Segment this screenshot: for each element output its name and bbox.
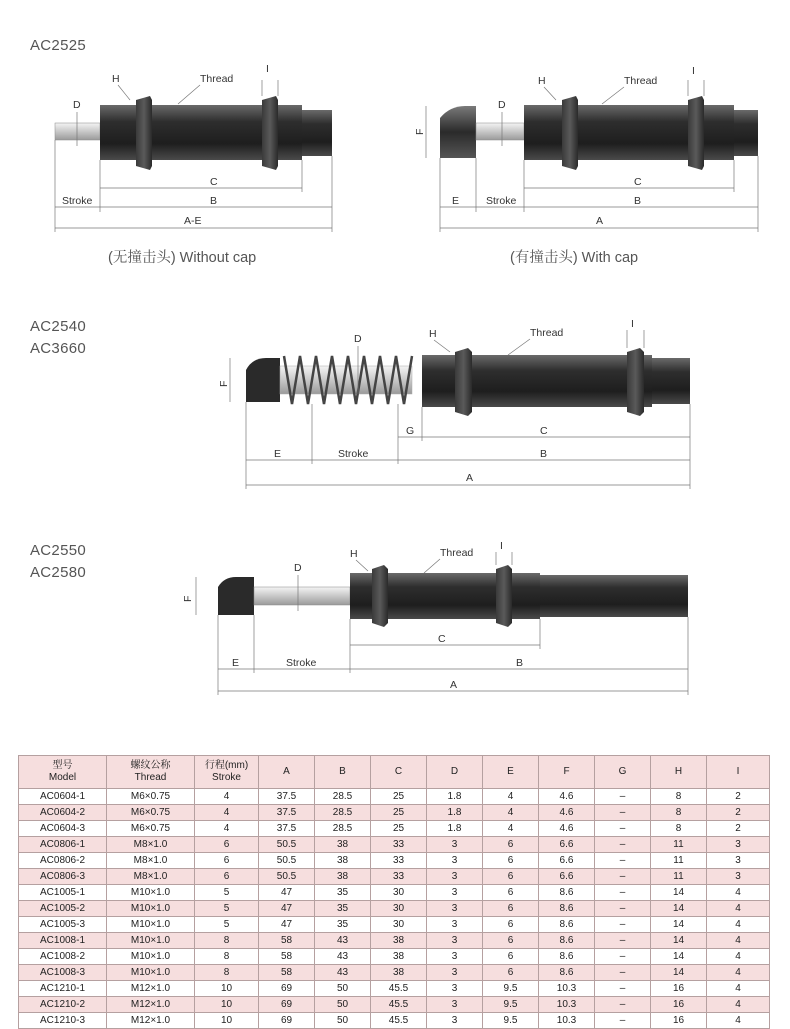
lock-nut-i — [627, 348, 644, 416]
dim-label-b: B — [634, 195, 642, 207]
table-cell: 6 — [483, 949, 539, 965]
table-cell: 14 — [651, 933, 707, 949]
table-cell: 10.3 — [539, 981, 595, 997]
dim-label-d: D — [73, 99, 81, 111]
column-header — [315, 756, 371, 789]
table-cell: 5 — [195, 885, 259, 901]
table-cell: 69 — [259, 1013, 315, 1029]
table-cell: AC1005-2 — [19, 901, 107, 917]
table-cell: AC1008-3 — [19, 965, 107, 981]
table-cell: AC1008-1 — [19, 933, 107, 949]
table-row — [19, 917, 770, 933]
table-cell: 10 — [195, 997, 259, 1013]
table-cell: 28.5 — [315, 789, 371, 805]
table-cell: 9.5 — [483, 1013, 539, 1029]
table-cell: M6×0.75 — [107, 789, 195, 805]
table-row — [19, 949, 770, 965]
table-cell: 43 — [315, 933, 371, 949]
table-cell: 1.8 — [427, 821, 483, 837]
dim-label-i: I — [266, 63, 269, 75]
table-cell: 69 — [259, 981, 315, 997]
dim-label-d: D — [294, 562, 302, 574]
table-cell: M12×1.0 — [107, 997, 195, 1013]
table-cell: 4 — [195, 789, 259, 805]
table-cell: 25 — [371, 821, 427, 837]
dim-label-h: H — [429, 328, 437, 340]
table-cell: 4.6 — [539, 805, 595, 821]
table-cell: 11 — [651, 837, 707, 853]
column-header-en: D — [450, 766, 459, 777]
table-cell: 37.5 — [259, 805, 315, 821]
body-end — [540, 575, 688, 617]
column-header-en: G — [618, 766, 627, 777]
table-cell: 45.5 — [371, 1013, 427, 1029]
impact-cap — [246, 358, 280, 402]
table-cell: 11 — [651, 853, 707, 869]
table-cell: 69 — [259, 997, 315, 1013]
table-cell: 45.5 — [371, 981, 427, 997]
table-cell: 4 — [707, 997, 770, 1013]
piston-rod — [55, 123, 100, 140]
table-cell: 3 — [427, 997, 483, 1013]
table-cell: 3 — [427, 981, 483, 997]
table-cell: M6×0.75 — [107, 805, 195, 821]
table-cell: 10 — [195, 1013, 259, 1029]
column-header-en: F — [563, 766, 570, 777]
model-name: AC2550 — [30, 542, 87, 559]
table-cell: 3 — [427, 933, 483, 949]
table-cell: 3 — [427, 901, 483, 917]
table-cell: M12×1.0 — [107, 981, 195, 997]
table-cell: – — [595, 789, 651, 805]
table-cell: 50.5 — [259, 837, 315, 853]
table-cell: 4 — [707, 949, 770, 965]
dim-label-g: G — [406, 425, 415, 437]
table-cell: 8.6 — [539, 965, 595, 981]
table-row — [19, 837, 770, 853]
diagram-ac2550-ac2580 — [0, 525, 790, 705]
table-cell: 38 — [371, 949, 427, 965]
body-end — [734, 110, 758, 156]
model-name: AC2525 — [30, 37, 87, 54]
table-cell: 58 — [259, 933, 315, 949]
table-row — [19, 981, 770, 997]
column-header — [107, 756, 195, 789]
column-header — [651, 756, 707, 789]
table-cell: 37.5 — [259, 821, 315, 837]
dim-label-i: I — [500, 540, 503, 552]
table-cell: 6 — [483, 965, 539, 981]
table-cell: AC1008-2 — [19, 949, 107, 965]
table-cell: 35 — [315, 901, 371, 917]
table-cell: 3 — [707, 869, 770, 885]
table-cell: 6 — [483, 901, 539, 917]
table-row — [19, 997, 770, 1013]
table-cell: 58 — [259, 949, 315, 965]
table-cell: – — [595, 853, 651, 869]
dim-label-b: B — [516, 657, 524, 669]
dim-label-a: A — [450, 679, 458, 691]
table-cell: AC0604-2 — [19, 805, 107, 821]
table-cell: 47 — [259, 917, 315, 933]
table-cell: AC1005-3 — [19, 917, 107, 933]
table-cell: 38 — [315, 869, 371, 885]
table-cell: 4 — [707, 901, 770, 917]
piston-rod — [476, 123, 524, 140]
table-cell: 6 — [483, 917, 539, 933]
column-header — [539, 756, 595, 789]
dim-label-ae: A-E — [184, 215, 202, 227]
table-cell: 14 — [651, 885, 707, 901]
table-cell: 6 — [195, 837, 259, 853]
table-cell: – — [595, 1013, 651, 1029]
table-cell: 30 — [371, 917, 427, 933]
dim-label-b: B — [540, 448, 548, 460]
dim-label-e: E — [232, 657, 240, 669]
diagram-ac2540-ac3660 — [0, 300, 790, 500]
table-cell: 6 — [195, 853, 259, 869]
table-cell: – — [595, 821, 651, 837]
table-cell: 33 — [371, 837, 427, 853]
table-cell: 58 — [259, 965, 315, 981]
table-cell: 25 — [371, 805, 427, 821]
table-cell: – — [595, 805, 651, 821]
column-header — [195, 756, 259, 789]
table-row — [19, 933, 770, 949]
column-header-en: Thread — [134, 772, 167, 783]
table-cell: 6 — [195, 869, 259, 885]
table-cell: 8.6 — [539, 917, 595, 933]
lock-nut-h — [136, 96, 152, 170]
table-cell: 6.6 — [539, 837, 595, 853]
table-cell: 30 — [371, 901, 427, 917]
lock-nut-h — [562, 96, 578, 170]
table-cell: 9.5 — [483, 981, 539, 997]
dim-label-stroke: Stroke — [338, 448, 369, 460]
dim-label-stroke: Stroke — [286, 657, 317, 669]
dim-label-f: F — [218, 380, 230, 387]
table-cell: M8×1.0 — [107, 869, 195, 885]
table-cell: M10×1.0 — [107, 885, 195, 901]
table-cell: AC0806-1 — [19, 837, 107, 853]
table-cell: 8.6 — [539, 885, 595, 901]
table-row — [19, 901, 770, 917]
table-cell: M12×1.0 — [107, 1013, 195, 1029]
table-cell: 50.5 — [259, 853, 315, 869]
table-cell: 47 — [259, 901, 315, 917]
table-cell: M10×1.0 — [107, 949, 195, 965]
table-cell: 37.5 — [259, 789, 315, 805]
table-cell: 6 — [483, 933, 539, 949]
table-row — [19, 853, 770, 869]
table-cell: 3 — [427, 885, 483, 901]
table-cell: 8 — [195, 965, 259, 981]
dim-label-e: E — [274, 448, 282, 460]
table-cell: 38 — [371, 933, 427, 949]
table-cell: – — [595, 965, 651, 981]
dim-label-f: F — [414, 128, 426, 135]
impact-cap — [440, 106, 476, 158]
table-cell: 6.6 — [539, 853, 595, 869]
table-cell: M10×1.0 — [107, 933, 195, 949]
model-name: AC3660 — [30, 340, 87, 357]
caption-without-cap: (无撞击头) Without cap — [108, 250, 257, 266]
table-cell: 50 — [315, 997, 371, 1013]
table-cell: 6 — [483, 837, 539, 853]
table-cell: 8 — [651, 789, 707, 805]
dim-label-c: C — [438, 633, 446, 645]
lock-nut-h — [372, 565, 388, 627]
column-header — [595, 756, 651, 789]
table-cell: 30 — [371, 885, 427, 901]
dim-label-i: I — [692, 65, 695, 77]
table-cell: M10×1.0 — [107, 901, 195, 917]
table-cell: AC0806-2 — [19, 853, 107, 869]
table-cell: AC1210-1 — [19, 981, 107, 997]
column-header-en: E — [507, 766, 514, 777]
table-cell: M8×1.0 — [107, 837, 195, 853]
table-cell: AC1210-3 — [19, 1013, 107, 1029]
lock-nut-h — [455, 348, 472, 416]
table-row — [19, 789, 770, 805]
dim-label-thread: Thread — [200, 73, 234, 85]
table-cell: 6 — [483, 869, 539, 885]
column-header — [427, 756, 483, 789]
dim-label-d: D — [354, 333, 362, 345]
table-cell: 6 — [483, 885, 539, 901]
table-cell: 8 — [651, 805, 707, 821]
table-row — [19, 885, 770, 901]
table-cell: 4 — [483, 805, 539, 821]
dim-label-h: H — [350, 548, 358, 560]
table-cell: AC0604-3 — [19, 821, 107, 837]
column-header-en: Model — [48, 772, 77, 783]
table-cell: – — [595, 933, 651, 949]
table-cell: 14 — [651, 965, 707, 981]
column-header — [259, 756, 315, 789]
table-cell: 8.6 — [539, 949, 595, 965]
table-cell: 3 — [427, 837, 483, 853]
table-cell: 38 — [371, 965, 427, 981]
table-row — [19, 1013, 770, 1029]
table-cell: – — [595, 997, 651, 1013]
table-cell: 2 — [707, 789, 770, 805]
column-header-en: H — [674, 766, 683, 777]
column-header-cn: 螺纹公称 — [130, 760, 171, 771]
dim-label-b: B — [210, 195, 218, 207]
column-header-en: Stroke — [212, 772, 241, 783]
table-cell: 3 — [427, 1013, 483, 1029]
column-header-cn: 型号 — [52, 760, 73, 771]
column-header — [371, 756, 427, 789]
column-header-en: C — [394, 766, 403, 777]
table-cell: 2 — [707, 821, 770, 837]
table-cell: M6×0.75 — [107, 821, 195, 837]
model-name: AC2540 — [30, 318, 87, 335]
table-cell: 10.3 — [539, 1013, 595, 1029]
diagram-without-cap — [0, 0, 790, 240]
table-cell: 4 — [707, 965, 770, 981]
table-cell: 8 — [651, 821, 707, 837]
table-cell: 5 — [195, 901, 259, 917]
table-cell: 47 — [259, 885, 315, 901]
dim-label-a: A — [466, 472, 474, 484]
table-cell: 6 — [483, 853, 539, 869]
table-cell: 10.3 — [539, 997, 595, 1013]
model-name: AC2580 — [30, 564, 87, 581]
lock-nut-i — [262, 96, 278, 170]
impact-cap — [218, 577, 254, 615]
table-cell: 1.8 — [427, 805, 483, 821]
table-row — [19, 869, 770, 885]
column-header-en: I — [736, 766, 740, 777]
table-cell: – — [595, 917, 651, 933]
table-cell: – — [595, 885, 651, 901]
table-cell: 3 — [707, 837, 770, 853]
table-cell: M10×1.0 — [107, 965, 195, 981]
table-cell: 8 — [195, 933, 259, 949]
table-cell: 1.8 — [427, 789, 483, 805]
dim-label-i: I — [631, 318, 634, 330]
table-cell: 33 — [371, 869, 427, 885]
table-cell: 50 — [315, 1013, 371, 1029]
table-header-row — [19, 756, 770, 789]
table-cell: 3 — [427, 853, 483, 869]
table-row — [19, 821, 770, 837]
dim-label-c: C — [540, 425, 548, 437]
table-cell: 50.5 — [259, 869, 315, 885]
table-cell: 35 — [315, 885, 371, 901]
dim-label-d: D — [498, 99, 506, 111]
table-cell: 38 — [315, 853, 371, 869]
table-cell: 8.6 — [539, 901, 595, 917]
table-cell: 4 — [707, 981, 770, 997]
table-cell: 35 — [315, 917, 371, 933]
table-cell: 3 — [707, 853, 770, 869]
dim-label-stroke: Stroke — [486, 195, 517, 207]
dim-label-h: H — [112, 73, 120, 85]
table-cell: 5 — [195, 917, 259, 933]
table-cell: AC1005-1 — [19, 885, 107, 901]
table-cell: 6.6 — [539, 869, 595, 885]
dim-label-thread: Thread — [530, 327, 564, 339]
dim-label-stroke: Stroke — [62, 195, 93, 207]
table-cell: 8.6 — [539, 933, 595, 949]
table-cell: 43 — [315, 949, 371, 965]
table-cell: 16 — [651, 1013, 707, 1029]
table-cell: 8 — [195, 949, 259, 965]
table-cell: 2 — [707, 805, 770, 821]
table-row — [19, 965, 770, 981]
table-cell: 43 — [315, 965, 371, 981]
table-cell: 45.5 — [371, 997, 427, 1013]
table-cell: M10×1.0 — [107, 917, 195, 933]
table-cell: 4 — [483, 789, 539, 805]
piston-rod — [254, 587, 350, 605]
table-cell: 11 — [651, 869, 707, 885]
table-cell: 38 — [315, 837, 371, 853]
table-cell: 9.5 — [483, 997, 539, 1013]
table-cell: 16 — [651, 997, 707, 1013]
table-cell: 3 — [427, 869, 483, 885]
column-header-en: A — [283, 766, 290, 777]
table-cell: 25 — [371, 789, 427, 805]
table-cell: 3 — [427, 949, 483, 965]
table-cell: 14 — [651, 949, 707, 965]
dim-label-f: F — [182, 595, 194, 602]
dim-label-thread: Thread — [624, 75, 658, 87]
dim-label-c: C — [634, 176, 642, 188]
table-cell: – — [595, 981, 651, 997]
table-row — [19, 805, 770, 821]
table-cell: – — [595, 869, 651, 885]
table-cell: 28.5 — [315, 821, 371, 837]
spec-table — [18, 755, 770, 1029]
column-header — [707, 756, 770, 789]
dim-label-thread: Thread — [440, 547, 474, 559]
dim-label-c: C — [210, 176, 218, 188]
body-end — [302, 110, 332, 156]
table-body — [19, 789, 770, 1029]
table-cell: 10 — [195, 981, 259, 997]
table-cell: 4 — [195, 821, 259, 837]
table-cell: 33 — [371, 853, 427, 869]
table-cell: 4.6 — [539, 821, 595, 837]
table-cell: – — [595, 949, 651, 965]
table-cell: 4 — [195, 805, 259, 821]
table-cell: 4 — [483, 821, 539, 837]
table-cell: M8×1.0 — [107, 853, 195, 869]
column-header-en: B — [339, 766, 346, 777]
lock-nut-i — [688, 96, 704, 170]
table-cell: 3 — [427, 965, 483, 981]
table-cell: 4 — [707, 885, 770, 901]
table-cell: 14 — [651, 917, 707, 933]
caption-with-cap: (有撞击头) With cap — [510, 250, 639, 266]
body-end — [652, 358, 690, 404]
table-cell: 4 — [707, 933, 770, 949]
table-cell: – — [595, 837, 651, 853]
table-cell: 16 — [651, 981, 707, 997]
table-cell: AC0604-1 — [19, 789, 107, 805]
table-cell: 14 — [651, 901, 707, 917]
dim-label-e: E — [452, 195, 460, 207]
dim-label-h: H — [538, 75, 546, 87]
table-cell: 4 — [707, 1013, 770, 1029]
table-cell: 3 — [427, 917, 483, 933]
table-cell: AC1210-2 — [19, 997, 107, 1013]
dim-label-a: A — [596, 215, 604, 227]
table-cell: 28.5 — [315, 805, 371, 821]
table-cell: – — [595, 901, 651, 917]
table-cell: 50 — [315, 981, 371, 997]
column-header — [483, 756, 539, 789]
column-header — [19, 756, 107, 789]
column-header-cn: 行程(mm) — [204, 760, 249, 771]
table-cell: 4 — [707, 917, 770, 933]
table-cell: AC0806-3 — [19, 869, 107, 885]
table-cell: 4.6 — [539, 789, 595, 805]
lock-nut-i — [496, 565, 512, 627]
